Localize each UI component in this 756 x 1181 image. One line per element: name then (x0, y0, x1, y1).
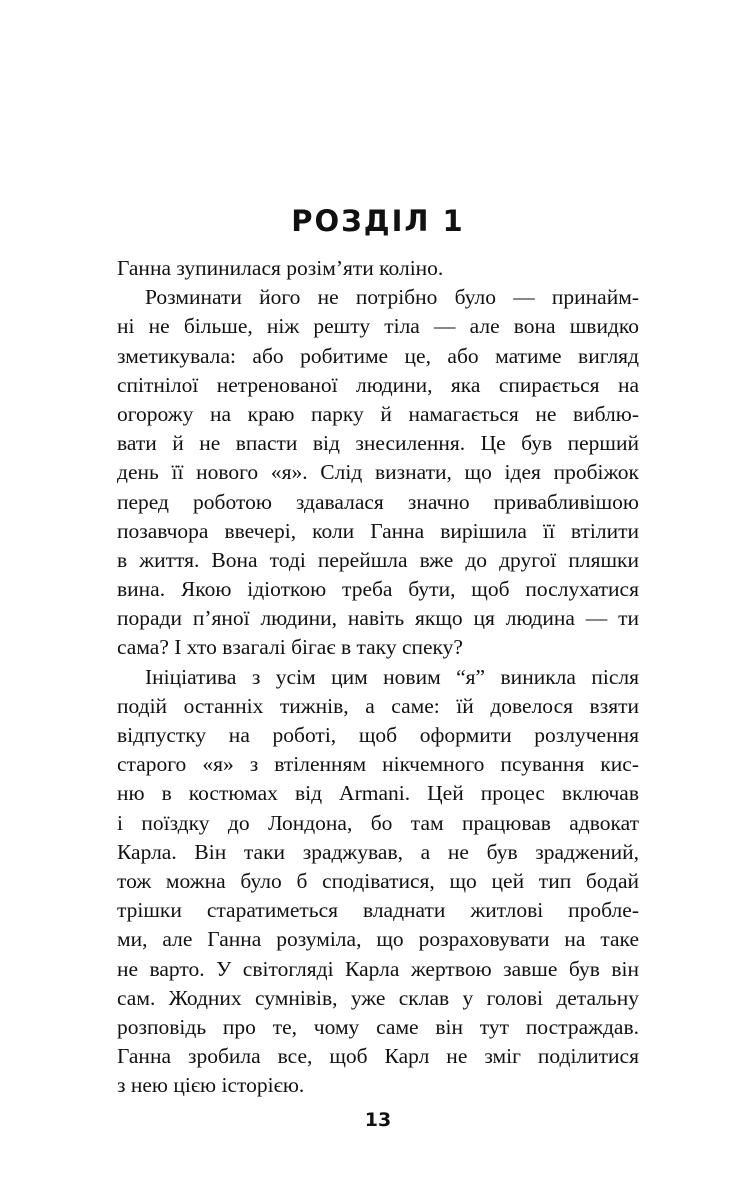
text-line: Ініціатива з усім цим новим “я” виникла після (145, 664, 639, 689)
text-line: розповідь про те, чому саме він тут постраждав. (117, 1014, 639, 1039)
text-line: день її нового «я». Слід визнати, що ідея пробіжок (117, 460, 639, 485)
text-line: вина. Якою ідіоткою треба бути, щоб послухатися (117, 577, 639, 602)
text-line: перед роботою здавалася значно привабливішою (117, 489, 639, 514)
text-line: Ганна зробила все, щоб Карл не зміг поділитися (117, 1044, 639, 1069)
text-line: огорожу на краю парку й намагається не виблю- (117, 401, 639, 426)
body-text (117, 254, 639, 1100)
text-line: сама? І хто взагалі бігає в таку спеку? (117, 635, 463, 660)
text-line: Розминати його не потрібно було — принайм- (145, 285, 639, 310)
text-line: трішки старатиметься владнати житлові пробле- (117, 898, 639, 923)
text-line: і поїздку до Лондона, бо там працював адвокат (117, 810, 639, 835)
page-number: 13 (364, 1109, 392, 1131)
text-line: поради п’яної людини, навіть якщо ця людина — ти (117, 606, 639, 631)
text-line: позавчора ввечері, коли Ганна вирішила її втілити (117, 518, 639, 543)
text-line: відпустку на роботі, щоб оформити розлучення (117, 723, 639, 747)
text-line: подій останніх тижнів, а саме: їй довелося взяти (117, 693, 639, 718)
text-line: спітнілої нетренованої людини, яка спирається на (117, 372, 639, 397)
text-line: вати й не впасти від знесилення. Це був перший (117, 431, 639, 456)
text-line: в життя. Вона тоді перейшла вже до другої пляшки (117, 547, 639, 572)
text-line: ні не більше, ніж решту тіла — але вона швидко (117, 314, 639, 339)
text-line: з нею цією історією. (117, 1073, 305, 1098)
text-line: Карла. Він таки зраджував, а не був зраджений, (117, 839, 639, 864)
text-line: старого «я» з втіленням нікчемного псування кис- (117, 752, 639, 777)
text-line: Ганна зупинилася розім’яти коліно. (117, 256, 444, 280)
text-line: не варто. У світогляді Карла жертвою завше був він (117, 956, 639, 981)
text-line: ню в костюмах від Armani. Цей процес включав (117, 781, 639, 806)
text-line: сам. Жодних сумнівів, уже склав у голові детальну (117, 985, 639, 1010)
text-line: ми, але Ганна розуміла, що розраховувати на таке (117, 927, 639, 952)
text-line: зметикувала: або робитиме це, або матиме вигляд (117, 343, 639, 368)
chapter-title: РОЗДІЛ 1 (291, 204, 465, 238)
text-line: тож можна було б сподіватися, що цей тип бодай (117, 868, 639, 893)
